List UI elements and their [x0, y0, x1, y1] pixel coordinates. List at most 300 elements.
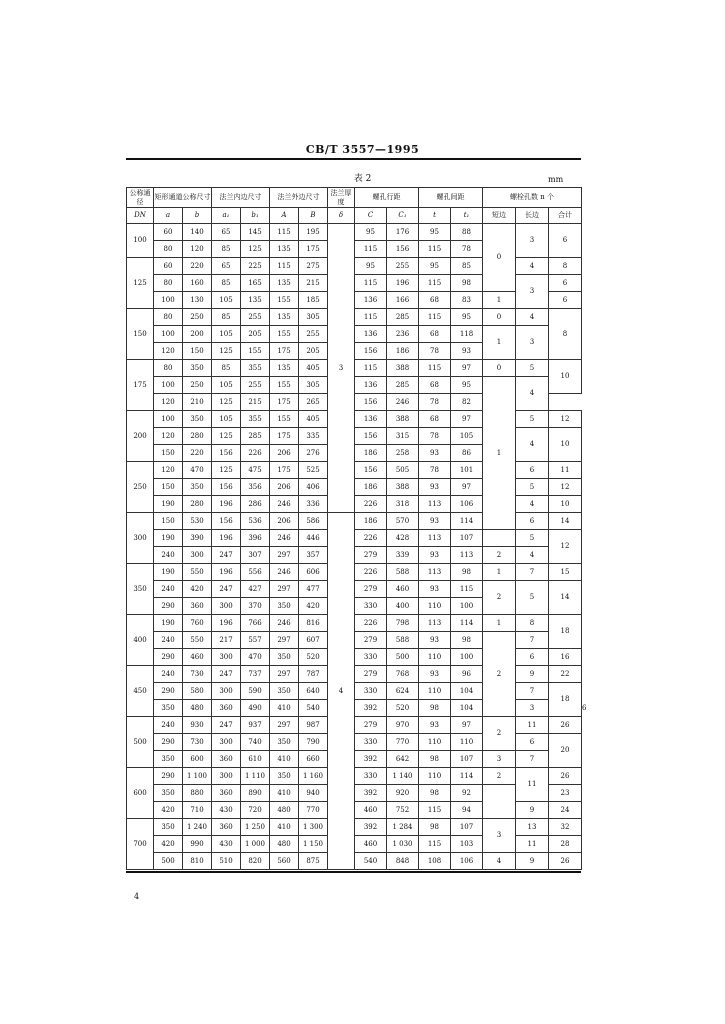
- cell-value: 246: [270, 564, 299, 581]
- table-row: [127, 377, 582, 394]
- cell-short-side: 1: [483, 564, 516, 581]
- cell-total: 11: [549, 462, 582, 479]
- cell-value: 97: [451, 717, 483, 734]
- cell-value: 106: [451, 853, 483, 870]
- cell-value: 330: [355, 734, 387, 751]
- cell-long-side: 4: [516, 258, 549, 275]
- cell-value: 80: [154, 275, 183, 292]
- cell-value: 150: [154, 479, 183, 496]
- table-row: [127, 717, 582, 734]
- cell-value: 125: [212, 343, 241, 360]
- cell-value: 400: [387, 598, 419, 615]
- cell-value: 588: [387, 632, 419, 649]
- table-row: [127, 224, 582, 241]
- cell-total: 12: [549, 479, 582, 496]
- cell-value: 505: [387, 462, 419, 479]
- cell-value: 93: [419, 717, 451, 734]
- cell-total: 23: [549, 785, 582, 802]
- cell-value: 156: [355, 462, 387, 479]
- cell-total: 26: [549, 768, 582, 785]
- cell-long-side: 6: [516, 462, 549, 479]
- cell-value: 136: [355, 411, 387, 428]
- table-row: [127, 564, 582, 581]
- cell-value: 297: [270, 581, 299, 598]
- cell-long-side: 5: [516, 360, 549, 377]
- cell-long-side: 5: [516, 581, 549, 615]
- cell-value: 94: [451, 802, 483, 819]
- cell-value: 388: [387, 360, 419, 377]
- cell-value: 68: [419, 326, 451, 343]
- cell-thickness: 3: [328, 224, 355, 513]
- cell-value: 113: [419, 564, 451, 581]
- cell-total: 8: [549, 258, 582, 275]
- sub-b: b: [183, 208, 212, 224]
- cell-value: 350: [154, 700, 183, 717]
- cell-value: 335: [299, 428, 328, 445]
- cell-long-side: 8: [516, 615, 549, 632]
- cell-value: 95: [355, 224, 387, 241]
- cell-value: 255: [241, 309, 270, 326]
- cell-value: 105: [212, 411, 241, 428]
- cell-value: 110: [419, 683, 451, 700]
- cell-value: 360: [212, 819, 241, 836]
- cell-value: 110: [451, 734, 483, 751]
- cell-value: 500: [154, 853, 183, 870]
- cell-value: 446: [299, 530, 328, 547]
- cell-value: 85: [451, 258, 483, 275]
- cell-value: 250: [183, 377, 212, 394]
- cell-value: 100: [451, 598, 483, 615]
- cell-value: 642: [387, 751, 419, 768]
- cell-value: 115: [419, 275, 451, 292]
- cell-value: 226: [355, 564, 387, 581]
- cell-value: 105: [212, 326, 241, 343]
- cell-value: 150: [183, 343, 212, 360]
- cell-value: 135: [270, 275, 299, 292]
- cell-total: 18: [549, 615, 582, 649]
- cell-value: 226: [355, 530, 387, 547]
- cell-value: 120: [154, 394, 183, 411]
- cell-short-side: 1: [483, 292, 516, 309]
- cell-long-side: 4: [516, 496, 549, 513]
- cell-value: 156: [355, 428, 387, 445]
- cell-value: 940: [299, 785, 328, 802]
- cell-value: 350: [270, 598, 299, 615]
- cell-value: 279: [355, 581, 387, 598]
- cell-value: 88: [451, 224, 483, 241]
- cell-value: 525: [299, 462, 328, 479]
- cell-value: 196: [212, 496, 241, 513]
- cell-value: 606: [299, 564, 328, 581]
- cell-total: 10: [549, 360, 582, 394]
- cell-value: 100: [154, 292, 183, 309]
- cell-value: 766: [241, 615, 270, 632]
- cell-value: 80: [154, 360, 183, 377]
- table-row: [127, 785, 582, 802]
- cell-value: 93: [419, 632, 451, 649]
- cell-dn: 500: [127, 717, 154, 768]
- cell-value: 392: [355, 819, 387, 836]
- cell-long-side: 5: [516, 530, 549, 547]
- cell-value: 710: [183, 802, 212, 819]
- cell-value: 300: [212, 598, 241, 615]
- cell-short-side: 1: [483, 326, 516, 360]
- cell-value: 175: [270, 394, 299, 411]
- cell-value: 175: [270, 343, 299, 360]
- cell-dn: 150: [127, 309, 154, 360]
- cell-value: 110: [419, 649, 451, 666]
- cell-value: 115: [355, 275, 387, 292]
- cell-value: 95: [355, 258, 387, 275]
- cell-value: 93: [419, 445, 451, 462]
- cell-value: 60: [154, 258, 183, 275]
- cell-value: 305: [299, 377, 328, 394]
- cell-value: 206: [270, 479, 299, 496]
- cell-value: 95: [419, 224, 451, 241]
- cell-value: 136: [355, 326, 387, 343]
- cell-value: 990: [183, 836, 212, 853]
- cell-value: 85: [212, 275, 241, 292]
- cell-value: 166: [387, 292, 419, 309]
- cell-value: 118: [451, 326, 483, 343]
- cell-value: 125: [212, 462, 241, 479]
- cell-total: 18: [549, 683, 582, 717]
- sub-b1: b₁: [241, 208, 270, 224]
- table-row: 350 480 360 490 410 540 392 520 98 104 3 6: [127, 700, 582, 717]
- header-outer: 法兰外边尺寸: [270, 188, 328, 208]
- cell-total: 28: [549, 836, 582, 853]
- sub-delta: δ: [328, 208, 355, 224]
- cell-value: 556: [241, 564, 270, 581]
- unit-label: mm: [548, 175, 564, 184]
- cell-total: 22: [549, 666, 582, 683]
- cell-value: 970: [387, 717, 419, 734]
- cell-value: 135: [270, 309, 299, 326]
- cell-value: 96: [451, 666, 483, 683]
- cell-value: 215: [299, 275, 328, 292]
- cell-value: 220: [183, 258, 212, 275]
- cell-value: 175: [270, 462, 299, 479]
- cell-long-side: 5: [516, 479, 549, 496]
- cell-value: 110: [419, 768, 451, 785]
- cell-value: 196: [212, 564, 241, 581]
- cell-value: 115: [355, 241, 387, 258]
- cell-value: 226: [241, 445, 270, 462]
- cell-value: 350: [154, 819, 183, 836]
- cell-value: 210: [183, 394, 212, 411]
- cell-value: 82: [451, 394, 483, 411]
- cell-value: 93: [419, 581, 451, 598]
- cell-value: 155: [270, 377, 299, 394]
- cell-value: 104: [451, 683, 483, 700]
- cell-value: 305: [299, 309, 328, 326]
- cell-value: 737: [241, 666, 270, 683]
- cell-value: 98: [419, 751, 451, 768]
- cell-value: 1 100: [183, 768, 212, 785]
- cell-value: 247: [212, 547, 241, 564]
- cell-value: 410: [270, 700, 299, 717]
- cell-long-side: 5: [516, 411, 549, 428]
- cell-value: 196: [212, 615, 241, 632]
- cell-total: 10: [549, 496, 582, 513]
- cell-value: 370: [241, 598, 270, 615]
- table-row: [127, 819, 582, 836]
- cell-value: 390: [183, 530, 212, 547]
- table-row: [127, 326, 582, 343]
- cell-value: 798: [387, 615, 419, 632]
- cell-value: 356: [241, 479, 270, 496]
- cell-value: 115: [355, 309, 387, 326]
- cell-value: 98: [419, 785, 451, 802]
- cell-value: 95: [451, 309, 483, 326]
- cell-value: 510: [212, 853, 241, 870]
- cell-dn: 100: [127, 224, 154, 258]
- cell-total: 6: [549, 275, 582, 292]
- sub-dn: DN: [127, 208, 154, 224]
- cell-value: 246: [270, 615, 299, 632]
- cell-value: 236: [387, 326, 419, 343]
- cell-value: 730: [183, 666, 212, 683]
- cell-value: 120: [154, 428, 183, 445]
- cell-value: 226: [355, 615, 387, 632]
- cell-value: 97: [451, 479, 483, 496]
- cell-long-side: 4: [516, 309, 549, 326]
- cell-value: 186: [355, 513, 387, 530]
- cell-value: 470: [241, 649, 270, 666]
- cell-value: 1 160: [299, 768, 328, 785]
- cell-value: 360: [212, 785, 241, 802]
- cell-value: 388: [387, 479, 419, 496]
- cell-value: 240: [154, 666, 183, 683]
- cell-value: 540: [299, 700, 328, 717]
- cell-value: 520: [387, 700, 419, 717]
- cell-total: 14: [549, 581, 582, 615]
- cell-value: 279: [355, 717, 387, 734]
- cell-value: 500: [387, 649, 419, 666]
- cell-value: 100: [154, 377, 183, 394]
- cell-value: 480: [270, 836, 299, 853]
- cell-value: 247: [212, 717, 241, 734]
- table-row: [127, 751, 582, 768]
- cell-value: 120: [154, 343, 183, 360]
- cell-value: 190: [154, 564, 183, 581]
- cell-value: 588: [387, 564, 419, 581]
- cell-value: 550: [183, 564, 212, 581]
- cell-value: 330: [355, 768, 387, 785]
- cell-long-side: 7: [516, 683, 549, 700]
- cell-value: 113: [451, 547, 483, 564]
- cell-value: 115: [419, 360, 451, 377]
- cell-value: 350: [183, 360, 212, 377]
- cell-value: 350: [270, 768, 299, 785]
- cell-long-side: 3: [516, 275, 549, 309]
- cell-value: 113: [419, 530, 451, 547]
- cell-value: 100: [451, 649, 483, 666]
- cell-value: 93: [419, 479, 451, 496]
- cell-value: 101: [451, 462, 483, 479]
- cell-value: 297: [270, 547, 299, 564]
- cell-value: 760: [183, 615, 212, 632]
- cell-value: 135: [270, 241, 299, 258]
- sub-t1: t₁: [451, 208, 483, 224]
- cell-dn: 350: [127, 564, 154, 615]
- table-row: [127, 309, 582, 326]
- cell-value: 1 000: [241, 836, 270, 853]
- page-number: 4: [134, 892, 140, 901]
- cell-value: 275: [299, 258, 328, 275]
- cell-value: 136: [355, 377, 387, 394]
- cell-short-side: 2: [483, 768, 516, 785]
- cell-value: 190: [154, 530, 183, 547]
- sub-t: t: [419, 208, 451, 224]
- cell-value: 105: [212, 292, 241, 309]
- cell-total: 12: [549, 411, 582, 428]
- cell-value: 557: [241, 632, 270, 649]
- cell-value: 150: [154, 445, 183, 462]
- header-rect: 矩形通道公称尺寸: [154, 188, 212, 208]
- header-dn: 公称通径: [127, 188, 154, 208]
- cell-value: 392: [355, 785, 387, 802]
- cell-value: 100: [154, 326, 183, 343]
- cell-long-side: 9: [516, 802, 549, 819]
- cell-value: 279: [355, 547, 387, 564]
- table-row: [127, 547, 582, 564]
- cell-thickness: 4: [328, 513, 355, 870]
- cell-value: 550: [183, 632, 212, 649]
- cell-value: 155: [270, 292, 299, 309]
- cell-value: 240: [154, 581, 183, 598]
- cell-value: 97: [451, 411, 483, 428]
- cell-value: 477: [299, 581, 328, 598]
- cell-value: 105: [212, 377, 241, 394]
- cell-value: 98: [419, 819, 451, 836]
- cell-value: 120: [183, 241, 212, 258]
- cell-value: 206: [270, 445, 299, 462]
- cell-value: 93: [419, 547, 451, 564]
- table-row: [127, 360, 582, 377]
- cell-short-side: [483, 785, 516, 819]
- cell-short-side: 2: [483, 547, 516, 564]
- cell-short-side: 2: [483, 632, 516, 717]
- cell-value: 1 110: [241, 768, 270, 785]
- document-code: CB/T 3557—1995: [305, 143, 420, 156]
- cell-value: 93: [419, 513, 451, 530]
- cell-value: 848: [387, 853, 419, 870]
- cell-value: 427: [241, 581, 270, 598]
- cell-dn: 200: [127, 411, 154, 462]
- cell-long-side: 3: [516, 326, 549, 360]
- cell-value: 890: [241, 785, 270, 802]
- cell-value: 97: [451, 360, 483, 377]
- cell-value: 768: [387, 666, 419, 683]
- cell-value: 68: [419, 377, 451, 394]
- cell-value: 405: [299, 360, 328, 377]
- cell-value: 280: [183, 496, 212, 513]
- cell-value: 226: [355, 496, 387, 513]
- cell-value: 430: [212, 802, 241, 819]
- top-rule: [126, 158, 581, 160]
- cell-value: 290: [154, 649, 183, 666]
- sub-long-side: 长边: [516, 208, 549, 224]
- cell-value: 460: [387, 581, 419, 598]
- cell-value: 570: [387, 513, 419, 530]
- cell-short-side: 3: [516, 700, 549, 717]
- cell-value: 480: [183, 700, 212, 717]
- cell-value: 98: [451, 564, 483, 581]
- cell-value: 205: [299, 343, 328, 360]
- cell-value: 930: [183, 717, 212, 734]
- cell-value: 540: [355, 853, 387, 870]
- cell-value: 350: [270, 734, 299, 751]
- cell-value: 406: [299, 479, 328, 496]
- cell-value: 520: [299, 649, 328, 666]
- cell-value: 286: [241, 496, 270, 513]
- cell-value: 156: [387, 241, 419, 258]
- cell-value: 107: [451, 751, 483, 768]
- cell-value: 920: [387, 785, 419, 802]
- cell-value: 790: [299, 734, 328, 751]
- cell-value: 580: [183, 683, 212, 700]
- cell-value: 68: [419, 292, 451, 309]
- cell-total: 16: [549, 649, 582, 666]
- cell-value: 125: [212, 428, 241, 445]
- cell-value: 307: [241, 547, 270, 564]
- cell-total: 14: [549, 513, 582, 530]
- cell-long-side: 7: [516, 632, 549, 649]
- cell-value: 410: [270, 785, 299, 802]
- cell-long-side: 7: [516, 564, 549, 581]
- cell-short-side: 1: [483, 615, 516, 632]
- cell-value: 560: [270, 853, 299, 870]
- cell-value: 392: [355, 751, 387, 768]
- cell-value: 205: [241, 326, 270, 343]
- cell-dn: 450: [127, 666, 154, 717]
- cell-value: 258: [387, 445, 419, 462]
- cell-total: 32: [549, 819, 582, 836]
- cell-value: 186: [355, 445, 387, 462]
- cell-value: 350: [270, 683, 299, 700]
- cell-value: 360: [212, 700, 241, 717]
- cell-value: 1 140: [387, 768, 419, 785]
- cell-value: 460: [183, 649, 212, 666]
- cell-total: 10: [549, 428, 582, 462]
- cell-value: 130: [183, 292, 212, 309]
- cell-value: 610: [241, 751, 270, 768]
- cell-long-side: 11: [516, 768, 549, 802]
- cell-value: 115: [419, 309, 451, 326]
- header-inner: 法兰内边尺寸: [212, 188, 270, 208]
- table-row: [127, 853, 582, 870]
- cell-value: 155: [241, 343, 270, 360]
- cell-value: 186: [355, 479, 387, 496]
- cell-value: 770: [299, 802, 328, 819]
- cell-short-side: [483, 530, 516, 547]
- cell-value: 83: [451, 292, 483, 309]
- cell-long-side: 7: [516, 751, 549, 768]
- cell-value: 300: [212, 734, 241, 751]
- cell-value: 255: [241, 377, 270, 394]
- cell-value: 155: [270, 326, 299, 343]
- cell-value: 660: [299, 751, 328, 768]
- cell-value: 405: [299, 411, 328, 428]
- cell-value: 114: [451, 768, 483, 785]
- cell-long-side: 9: [516, 853, 549, 870]
- sub-a1: a₁: [212, 208, 241, 224]
- cell-value: 350: [154, 785, 183, 802]
- cell-value: 98: [451, 275, 483, 292]
- cell-value: 115: [270, 258, 299, 275]
- cell-value: 98: [451, 632, 483, 649]
